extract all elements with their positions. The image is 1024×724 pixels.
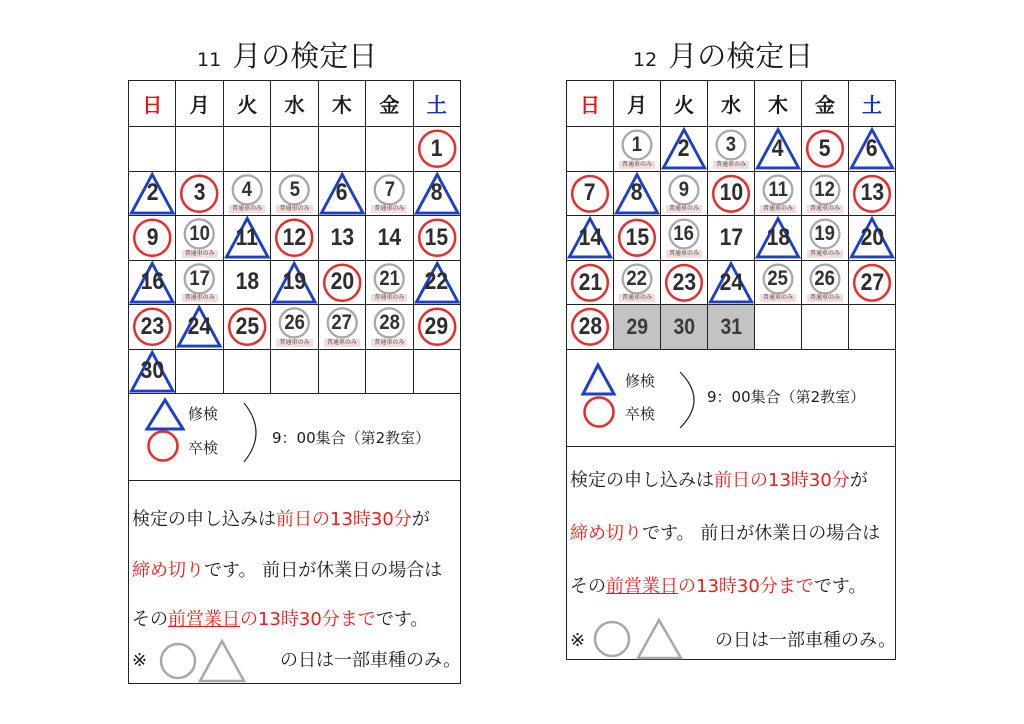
november-calendar-panel (128, 0, 468, 724)
weekday-header (271, 81, 318, 127)
day-number: 30 (140, 357, 164, 385)
day-cell (271, 172, 318, 217)
day-cell (319, 261, 366, 306)
empty-day-cell (224, 127, 271, 172)
note-text: が (411, 509, 430, 530)
note-text: です。 前日が休業日の場合は (642, 523, 881, 544)
day-cell (708, 216, 755, 261)
day-cell (224, 216, 271, 261)
day-number: 3 (725, 133, 737, 157)
limited-vehicle-note: 普通車のみ (760, 294, 796, 302)
day-cell (414, 261, 461, 306)
weekday-label: 金 (379, 93, 400, 117)
weekday-label: 月 (627, 93, 647, 117)
note-text: です。 (813, 576, 867, 597)
limited-vehicle-note: 普通車のみ (371, 339, 407, 347)
empty-day-cell (366, 350, 413, 395)
day-cell (366, 216, 413, 261)
note-text: 検定の申し込みは (570, 470, 714, 491)
limited-triangle-icon (638, 620, 681, 658)
shuken-triangle-icon (583, 365, 614, 394)
day-cell (567, 261, 614, 306)
day-cell (661, 305, 708, 350)
day-cell (129, 216, 176, 261)
day-number: 26 (284, 311, 305, 335)
shuken-triangle-icon (147, 400, 183, 429)
day-number: 17 (189, 266, 210, 290)
day-number: 7 (384, 177, 395, 201)
weekday-label: 土 (426, 93, 447, 117)
day-cell (567, 216, 614, 261)
empty-day-cell (176, 127, 223, 172)
day-cell (129, 261, 176, 306)
calendar-title (633, 39, 813, 75)
limited-vehicle-note: 普通車のみ (276, 205, 312, 213)
limited-vehicle-note: 普通車のみ (182, 250, 218, 258)
limited-vehicle-note: 普通車のみ (807, 294, 843, 302)
limited-vehicle-note: 普通車のみ (666, 250, 702, 258)
note-text: が (849, 470, 868, 491)
weekday-label: 土 (862, 93, 882, 117)
december-calendar-panel (566, 0, 906, 724)
day-cell (414, 305, 461, 350)
note-text: 検定の申し込みは (132, 509, 276, 530)
day-cell (319, 216, 366, 261)
day-number: 21 (578, 268, 602, 296)
weekday-label: 火 (237, 93, 258, 117)
day-number: 16 (140, 268, 164, 296)
notes-box (128, 481, 461, 684)
day-cell (224, 261, 271, 306)
day-number: 28 (578, 313, 602, 341)
note-previous-business-day: 前営業日 (606, 576, 678, 597)
day-cell (614, 261, 661, 306)
empty-day-cell (271, 350, 318, 395)
day-number: 24 (187, 312, 212, 340)
weekday-header (661, 81, 708, 127)
footnote-mark: ※ (132, 650, 148, 671)
weekday-label: 月 (189, 93, 210, 117)
day-cell (661, 261, 708, 306)
note-text: その (570, 576, 606, 597)
day-cell (802, 216, 849, 261)
limited-vehicle-note: 普通車のみ (807, 250, 843, 258)
day-cell (614, 216, 661, 261)
day-number: 2 (678, 134, 690, 162)
title-month-number: 11 (197, 49, 222, 71)
assembly-info: 9：00集合（第2教室） (707, 388, 866, 406)
weekday-header (414, 81, 461, 127)
day-cell (849, 216, 896, 261)
day-number: 9 (146, 223, 159, 251)
title-text: 月の検定日 (668, 39, 814, 73)
day-number: 19 (282, 268, 307, 296)
day-number: 24 (719, 268, 743, 296)
sotsuken-circle-icon (585, 398, 614, 427)
day-cell (708, 305, 755, 350)
empty-day-cell (224, 350, 271, 395)
note-closing-emphasis: 締め切り (570, 523, 642, 544)
empty-day-cell (176, 350, 223, 395)
weekday-label: 木 (768, 93, 788, 117)
day-cell (176, 305, 223, 350)
day-number: 22 (425, 268, 449, 296)
day-number: 23 (140, 312, 164, 340)
weekday-header (224, 81, 271, 127)
limited-circle-icon (595, 622, 629, 656)
empty-day-cell (129, 127, 176, 172)
weekday-header (176, 81, 223, 127)
weekday-header (614, 81, 661, 127)
day-cell (176, 261, 223, 306)
note-previous-business-day: 前営業日 (168, 609, 240, 630)
day-number: 21 (379, 266, 400, 290)
day-cell (755, 261, 802, 306)
day-cell (661, 127, 708, 172)
day-cell (414, 172, 461, 217)
day-cell (755, 172, 802, 217)
day-cell (567, 172, 614, 217)
day-number: 11 (235, 223, 259, 251)
day-cell (614, 127, 661, 172)
day-number: 15 (425, 223, 449, 251)
note-text: です。 (375, 609, 429, 630)
limited-vehicle-note: 普通車のみ (182, 294, 218, 302)
empty-day-cell (366, 127, 413, 172)
day-number: 8 (631, 179, 643, 207)
footnote-text: の日は一部車種のみ。 (715, 630, 897, 651)
day-number: 23 (672, 268, 696, 296)
assembly-info: 9：00集合（第2教室） (272, 429, 431, 447)
day-number: 19 (814, 222, 836, 246)
day-number: 12 (282, 223, 307, 251)
day-cell (129, 305, 176, 350)
day-number: 4 (241, 177, 253, 201)
limited-vehicle-note: 普通車のみ (371, 205, 407, 213)
legend-sotsuken-label: 卒検 (625, 405, 656, 423)
day-cell (319, 305, 366, 350)
day-number: 2 (146, 179, 159, 207)
day-number: 27 (860, 268, 884, 296)
day-number: 15 (625, 223, 649, 251)
day-cell (366, 305, 413, 350)
day-cell (414, 216, 461, 261)
limited-vehicle-note: 普通車のみ (229, 205, 265, 213)
bracket-icon (680, 372, 694, 428)
day-number: 25 (767, 267, 789, 291)
title-text: 月の検定日 (232, 39, 378, 73)
day-cell (176, 216, 223, 261)
day-cell (366, 172, 413, 217)
weekday-header (708, 81, 755, 127)
limited-triangle-icon (200, 641, 244, 681)
legend-box (566, 350, 896, 447)
day-number: 27 (331, 311, 353, 335)
day-number: 17 (719, 223, 743, 251)
day-number: 3 (193, 179, 206, 207)
day-cell (271, 305, 318, 350)
empty-day-cell (271, 127, 318, 172)
calendar-title (197, 39, 377, 75)
empty-day-cell (755, 305, 802, 350)
weekday-header (366, 81, 413, 127)
day-number: 22 (626, 267, 648, 291)
empty-day-cell (319, 127, 366, 172)
limited-vehicle-note: 普通車のみ (760, 205, 796, 213)
weekday-label: 木 (331, 93, 352, 117)
day-cell (129, 350, 176, 395)
sotsuken-circle-icon (149, 432, 178, 461)
weekday-header (849, 81, 896, 127)
weekday-label: 水 (284, 93, 305, 117)
day-number: 6 (336, 179, 348, 207)
limited-circle-icon (161, 644, 195, 678)
day-cell (661, 172, 708, 217)
note-deadline-emphasis: の13時30分まで (678, 576, 814, 597)
day-number: 20 (330, 268, 354, 296)
bracket-icon (244, 403, 256, 462)
day-number: 4 (772, 134, 784, 162)
day-number: 7 (584, 179, 596, 207)
day-cell (176, 172, 223, 217)
day-cell (708, 172, 755, 217)
day-number: 13 (860, 179, 884, 207)
note-closing-emphasis: 締め切り (132, 560, 204, 581)
day-cell (802, 261, 849, 306)
day-number: 25 (235, 312, 259, 340)
legend-shuken-label: 修検 (625, 372, 656, 390)
day-number: 5 (819, 134, 831, 162)
day-cell (802, 127, 849, 172)
day-number: 8 (430, 179, 443, 207)
day-number: 29 (626, 314, 648, 340)
day-cell (129, 172, 176, 217)
day-number: 14 (377, 223, 402, 251)
day-cell (319, 172, 366, 217)
limited-vehicle-note: 普通車のみ (619, 161, 655, 169)
day-cell (755, 216, 802, 261)
day-number: 10 (719, 179, 743, 207)
day-number: 6 (866, 134, 878, 162)
calendar-grid (566, 80, 896, 350)
weekday-header (802, 81, 849, 127)
empty-day-cell (849, 305, 896, 350)
footnote-mark: ※ (570, 630, 586, 651)
day-number: 1 (430, 134, 443, 162)
day-number: 9 (678, 177, 690, 201)
limited-vehicle-note: 普通車のみ (713, 161, 749, 169)
weekday-label: 日 (142, 93, 163, 117)
day-number: 26 (814, 267, 836, 291)
footnote-text: の日は一部車種のみ。 (280, 650, 462, 671)
empty-day-cell (414, 350, 461, 395)
day-cell (708, 261, 755, 306)
day-cell (567, 305, 614, 350)
footnote-shapes (567, 447, 895, 659)
title-month-number: 12 (633, 49, 658, 71)
weekday-label: 日 (580, 93, 600, 117)
legend-shuken-label: 修検 (188, 405, 219, 423)
day-number: 31 (720, 314, 742, 340)
note-text: です。 前日が休業日の場合は (204, 560, 443, 581)
notes-box (566, 447, 896, 660)
day-cell (224, 172, 271, 217)
legend-sotsuken-label: 卒検 (188, 439, 219, 457)
weekday-label: 水 (721, 93, 741, 117)
day-cell (224, 305, 271, 350)
limited-vehicle-note: 普通車のみ (371, 294, 407, 302)
day-cell (614, 172, 661, 217)
note-text: その (132, 609, 168, 630)
note-deadline-emphasis: 前日の13時30分 (714, 470, 850, 491)
day-number: 14 (578, 223, 602, 251)
note-deadline-emphasis: 前日の13時30分 (276, 509, 412, 530)
weekday-label: 金 (815, 93, 835, 117)
day-number: 20 (860, 223, 884, 251)
empty-day-cell (802, 305, 849, 350)
day-cell (802, 172, 849, 217)
day-number: 12 (814, 177, 836, 201)
day-number: 13 (330, 223, 354, 251)
calendar-grid (128, 80, 461, 394)
empty-day-cell (567, 127, 614, 172)
day-cell (755, 127, 802, 172)
day-cell (661, 216, 708, 261)
day-cell (271, 261, 318, 306)
note-deadline-emphasis: の13時30分まで (240, 609, 376, 630)
day-cell (271, 216, 318, 261)
day-number: 18 (766, 223, 790, 251)
limited-vehicle-note: 普通車のみ (276, 339, 312, 347)
day-number: 10 (189, 222, 210, 246)
legend-box (128, 394, 461, 481)
limited-vehicle-note: 普通車のみ (807, 205, 843, 213)
day-cell (849, 127, 896, 172)
day-cell (414, 127, 461, 172)
day-number: 18 (235, 268, 259, 296)
day-cell (849, 261, 896, 306)
day-number: 29 (425, 312, 449, 340)
day-cell (708, 127, 755, 172)
day-cell (849, 172, 896, 217)
day-number: 16 (673, 222, 695, 246)
weekday-label: 火 (674, 93, 694, 117)
weekday-header (567, 81, 614, 127)
weekday-header (319, 81, 366, 127)
day-number: 11 (768, 177, 788, 201)
day-cell (614, 305, 661, 350)
day-number: 1 (631, 133, 643, 157)
day-cell (366, 261, 413, 306)
day-number: 5 (289, 177, 300, 201)
limited-vehicle-note: 普通車のみ (324, 339, 360, 347)
weekday-header (755, 81, 802, 127)
limited-vehicle-note: 普通車のみ (619, 294, 655, 302)
day-number: 30 (673, 314, 695, 340)
empty-day-cell (319, 350, 366, 395)
weekday-header (129, 81, 176, 127)
limited-vehicle-note: 普通車のみ (666, 205, 702, 213)
day-number: 28 (379, 311, 400, 335)
